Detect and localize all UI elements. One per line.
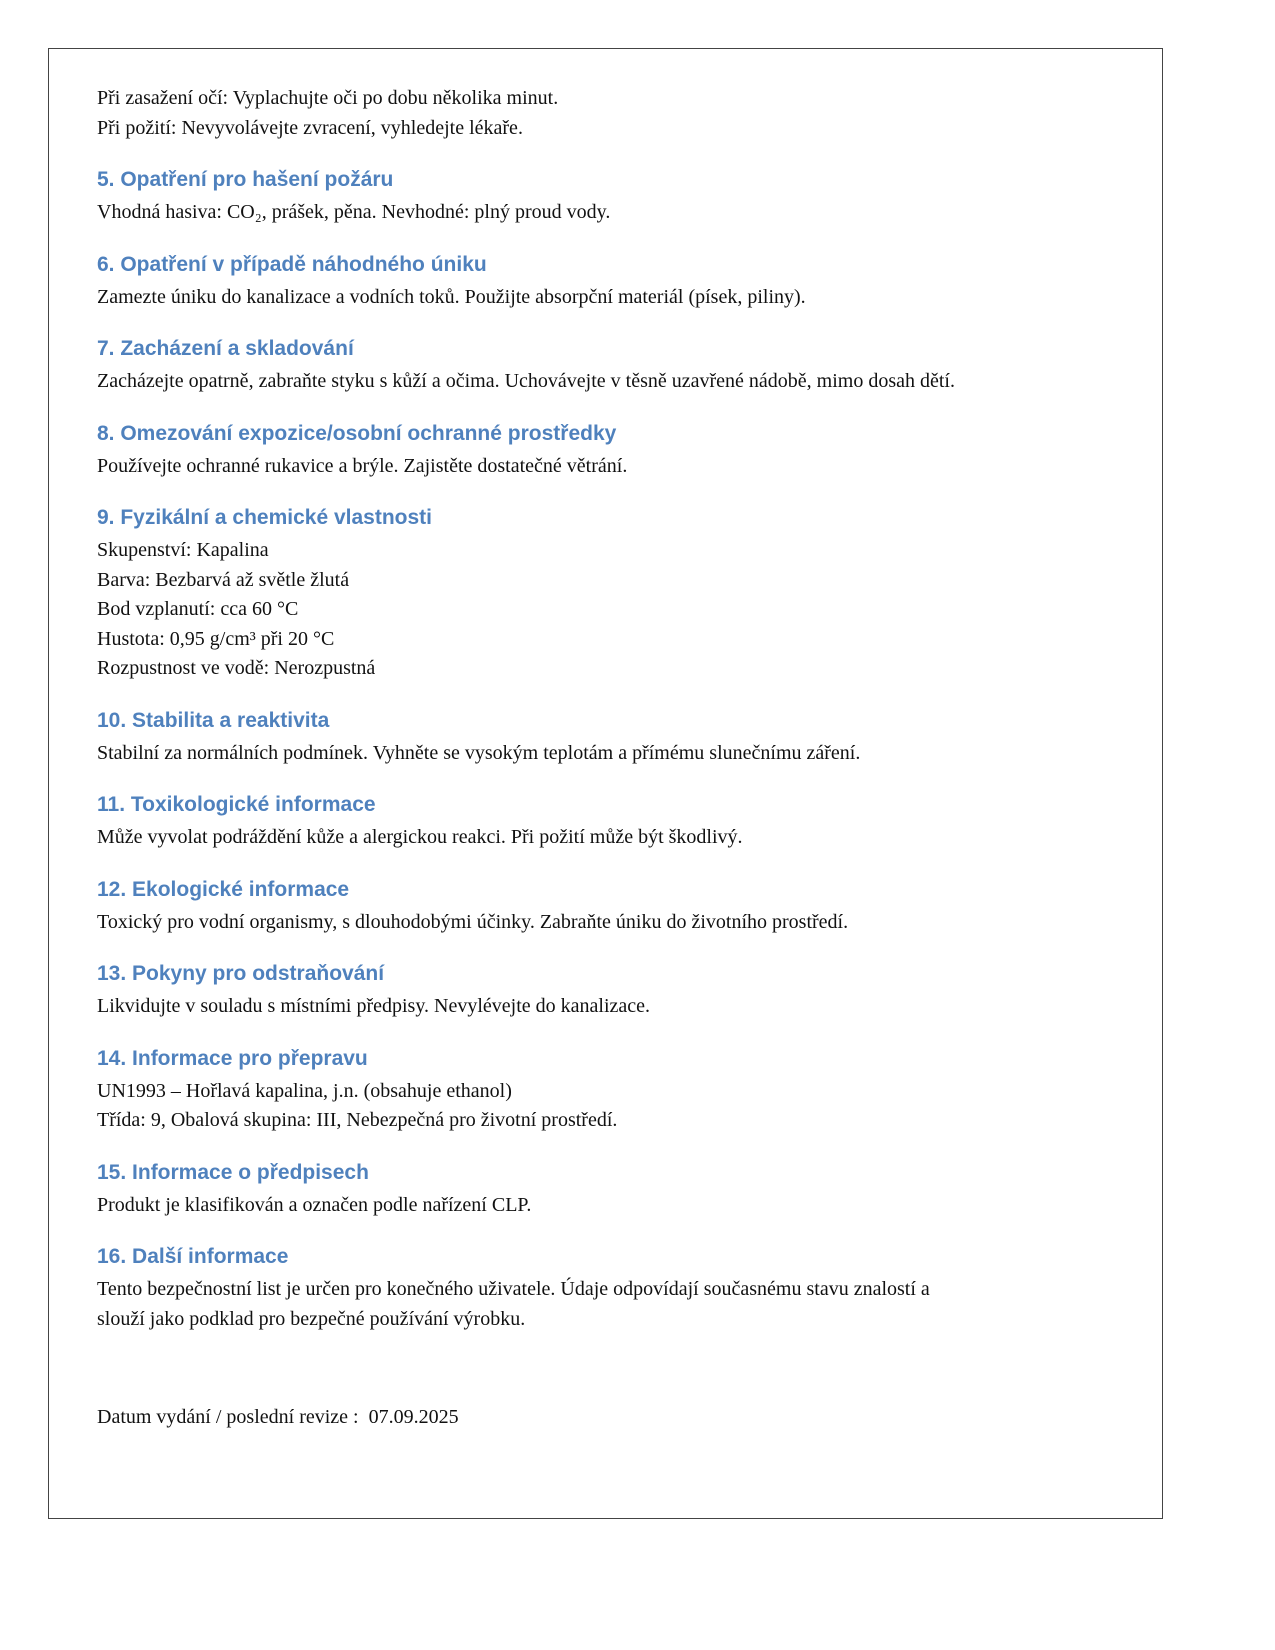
section-heading: 8. Omezování expozice/osobní ochranné prostředky [97,421,617,445]
section-heading: 9. Fyzikální a chemické vlastnosti [97,506,432,529]
section [97,503,1114,684]
section-text: UN1993 – Hořlavá kapalina, j.n. (obsahuje ethanol) [97,1079,512,1102]
section-text: Rozpustnost ve vodě: Nerozpustná [97,657,376,679]
section-text: Bod vzplanutí: cca 60 °C [97,598,299,620]
section-text: Likvidujte v souladu s místními předpisy. Nevylévejte do kanalizace. [97,995,651,1017]
section-heading: 12. Ekologické informace [97,877,350,901]
sections [97,165,1114,1334]
section-text: slouží jako podklad pro bezpečné používání výrobku. [97,1307,526,1330]
section-text: Může vyvolat podráždění kůže a alergickou reakci. Při požití může být škodlivý. [97,826,743,848]
section-text: Hustota: 0,95 g/cm³ při 20 °C [97,627,335,650]
section [97,706,1114,769]
section-heading: 7. Zacházení a skladování [97,337,354,360]
intro-line: Při zasažení očí: Vyplachujte oči po dobu několika minut. [97,87,559,109]
section-heading: 6. Opatření v případě náhodného úniku [97,252,487,276]
revision-date: Datum vydání / poslední revize : 07.09.2025 [97,1406,459,1428]
section [97,1158,1114,1221]
section-heading: 14. Informace pro přepravu [97,1046,368,1070]
section-text: Vhodná hasiva: CO₂, prášek, pěna. Nevhodné: plný proud vody. [97,201,611,223]
section [97,959,1114,1022]
intro-line: Při požití: Nevyvolávejte zvracení, vyhledejte lékaře. [97,116,523,139]
section-heading: 10. Stabilita a reaktivita [97,708,330,732]
section [97,419,1114,482]
section-heading: 11. Toxikologické informace [97,793,376,816]
intro-block [97,84,1114,143]
section [97,165,1114,228]
section-text: Toxický pro vodní organismy, s dlouhodobými účinky. Zabraňte úniku do životního prostředí. [97,910,849,933]
section-text: Skupenství: Kapalina [97,539,269,561]
section-heading: 13. Pokyny pro odstraňování [97,962,385,985]
section-heading: 16. Další informace [97,1245,289,1268]
section-text: Produkt je klasifikován a označen podle nařízení CLP. [97,1193,532,1216]
section-heading: 5. Opatření pro hašení požáru [97,168,394,191]
section [97,875,1114,938]
section [97,1242,1114,1334]
section-text: Zamezte úniku do kanalizace a vodních toků. Použijte absorpční materiál (písek, piliny). [97,285,806,308]
section-text: Zacházejte opatrně, zabraňte styku s kůží a očima. Uchovávejte v těsně uzavřené nádobě, mimo dosah dětí. [97,370,955,392]
document-page [48,48,1163,1519]
section-text: Třída: 9, Obalová skupina: III, Nebezpečná pro životní prostředí. [97,1109,618,1131]
section [97,1044,1114,1136]
section-text: Tento bezpečnostní list je určen pro konečného uživatele. Údaje odpovídají současnému stavu znalostí a [97,1278,930,1300]
section [97,250,1114,313]
section-text: Barva: Bezbarvá až světle žlutá [97,568,350,591]
section [97,334,1114,397]
section-text: Stabilní za normálních podmínek. Vyhněte se vysokým teplotám a přímému slunečnímu záření. [97,741,861,764]
section [97,790,1114,853]
section-heading: 15. Informace o předpisech [97,1160,369,1184]
section-text: Používejte ochranné rukavice a brýle. Zajistěte dostatečné větrání. [97,454,628,477]
